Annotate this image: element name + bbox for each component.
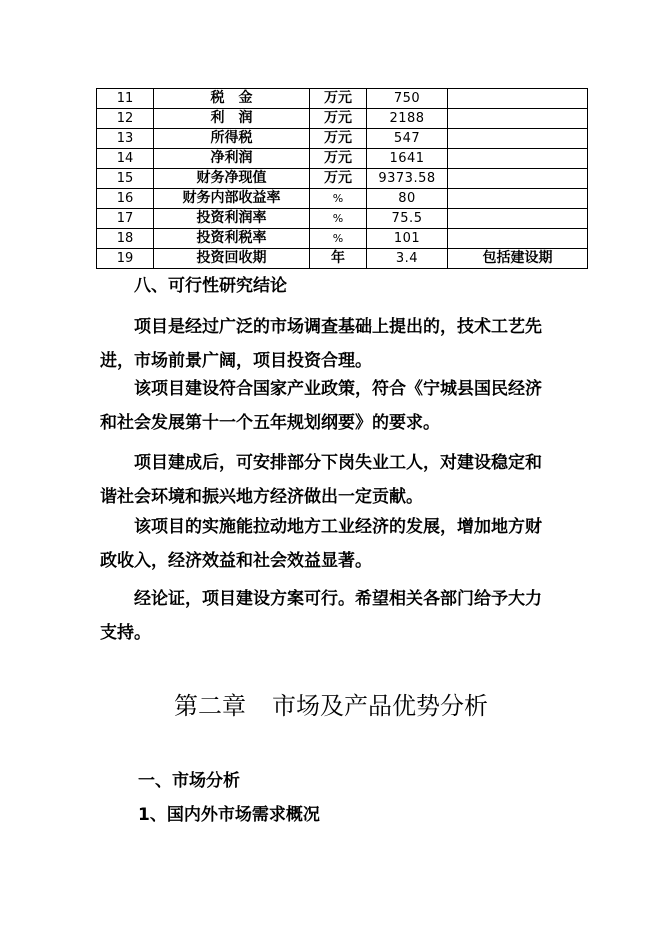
indicator-unit: % <box>310 229 367 249</box>
indicator-unit: 万元 <box>310 89 367 109</box>
row-number: 17 <box>97 209 154 229</box>
indicator-name: 利 润 <box>154 109 310 129</box>
indicator-value: 547 <box>367 129 448 149</box>
table-row <box>97 149 588 169</box>
indicator-name: 投资利润率 <box>154 209 310 229</box>
indicator-value: 1641 <box>367 149 448 169</box>
row-number: 15 <box>97 169 154 189</box>
table-row <box>97 189 588 209</box>
paragraph-1 <box>100 310 570 378</box>
indicator-value: 75.5 <box>367 209 448 229</box>
paragraph-2 <box>100 372 570 440</box>
paragraph-line: 项目建成后，可安排部分下岗失业工人，对建设稳定和 <box>134 453 542 473</box>
row-number: 11 <box>97 89 154 109</box>
paragraph-line: 经论证，项目建设方案可行。希望相关各部门给予大力 <box>134 589 542 609</box>
indicator-name: 财务净现值 <box>154 169 310 189</box>
paragraph-line: 进，市场前景广阔，项目投资合理。 <box>100 351 372 371</box>
indicator-value: 3.4 <box>367 249 448 269</box>
indicator-unit: % <box>310 209 367 229</box>
indicator-name: 净利润 <box>154 149 310 169</box>
indicator-value: 101 <box>367 229 448 249</box>
row-number: 16 <box>97 189 154 209</box>
table-row <box>97 129 588 149</box>
row-number: 19 <box>97 249 154 269</box>
paragraph-line: 谐社会环境和振兴地方经济做出一定贡献。 <box>100 487 423 507</box>
paragraph-5 <box>100 582 570 650</box>
paragraph-line: 该项目建设符合国家产业政策，符合《宁城县国民经济 <box>134 379 542 399</box>
section-heading-market: 一、市场分析 <box>138 771 240 791</box>
indicator-note <box>448 169 588 189</box>
chapter-title <box>0 688 662 724</box>
table-row <box>97 109 588 129</box>
paragraph-line: 项目是经过广泛的市场调查基础上提出的，技术工艺先 <box>134 317 542 337</box>
chapter-number: 第二章 <box>174 692 246 720</box>
subsection-heading-demand: 1、国内外市场需求概况 <box>138 805 320 825</box>
indicator-note <box>448 109 588 129</box>
indicator-unit: 年 <box>310 249 367 269</box>
row-number: 12 <box>97 109 154 129</box>
table-row <box>97 229 588 249</box>
indicator-note: 包括建设期 <box>448 249 588 269</box>
paragraph-line: 支持。 <box>100 623 151 643</box>
indicator-note <box>448 129 588 149</box>
financial-indicators-table <box>96 88 588 269</box>
indicator-unit: % <box>310 189 367 209</box>
row-number: 18 <box>97 229 154 249</box>
paragraph-line: 该项目的实施能拉动地方工业经济的发展，增加地方财 <box>134 517 542 537</box>
indicator-value: 750 <box>367 89 448 109</box>
indicator-name: 所得税 <box>154 129 310 149</box>
indicator-name: 财务内部收益率 <box>154 189 310 209</box>
indicator-note <box>448 149 588 169</box>
table-row <box>97 249 588 269</box>
row-number: 14 <box>97 149 154 169</box>
indicator-name: 投资回收期 <box>154 249 310 269</box>
indicator-unit: 万元 <box>310 109 367 129</box>
indicator-unit: 万元 <box>310 149 367 169</box>
paragraph-line: 和社会发展第十一个五年规划纲要》的要求。 <box>100 413 440 433</box>
table-row <box>97 209 588 229</box>
indicator-value: 80 <box>367 189 448 209</box>
table-row <box>97 169 588 189</box>
indicator-note <box>448 89 588 109</box>
row-number: 13 <box>97 129 154 149</box>
indicator-note <box>448 189 588 209</box>
indicator-unit: 万元 <box>310 169 367 189</box>
indicator-note <box>448 229 588 249</box>
paragraph-3 <box>100 446 570 514</box>
indicator-unit: 万元 <box>310 129 367 149</box>
indicator-name: 税 金 <box>154 89 310 109</box>
paragraph-4 <box>100 510 570 578</box>
indicator-value: 2188 <box>367 109 448 129</box>
table-row <box>97 89 588 109</box>
indicator-name: 投资利税率 <box>154 229 310 249</box>
paragraph-line: 政收入，经济效益和社会效益显著。 <box>100 551 372 571</box>
indicator-note <box>448 209 588 229</box>
section-heading-conclusion: 八、可行性研究结论 <box>134 276 287 296</box>
chapter-name: 市场及产品优势分析 <box>272 692 488 720</box>
indicator-value: 9373.58 <box>367 169 448 189</box>
